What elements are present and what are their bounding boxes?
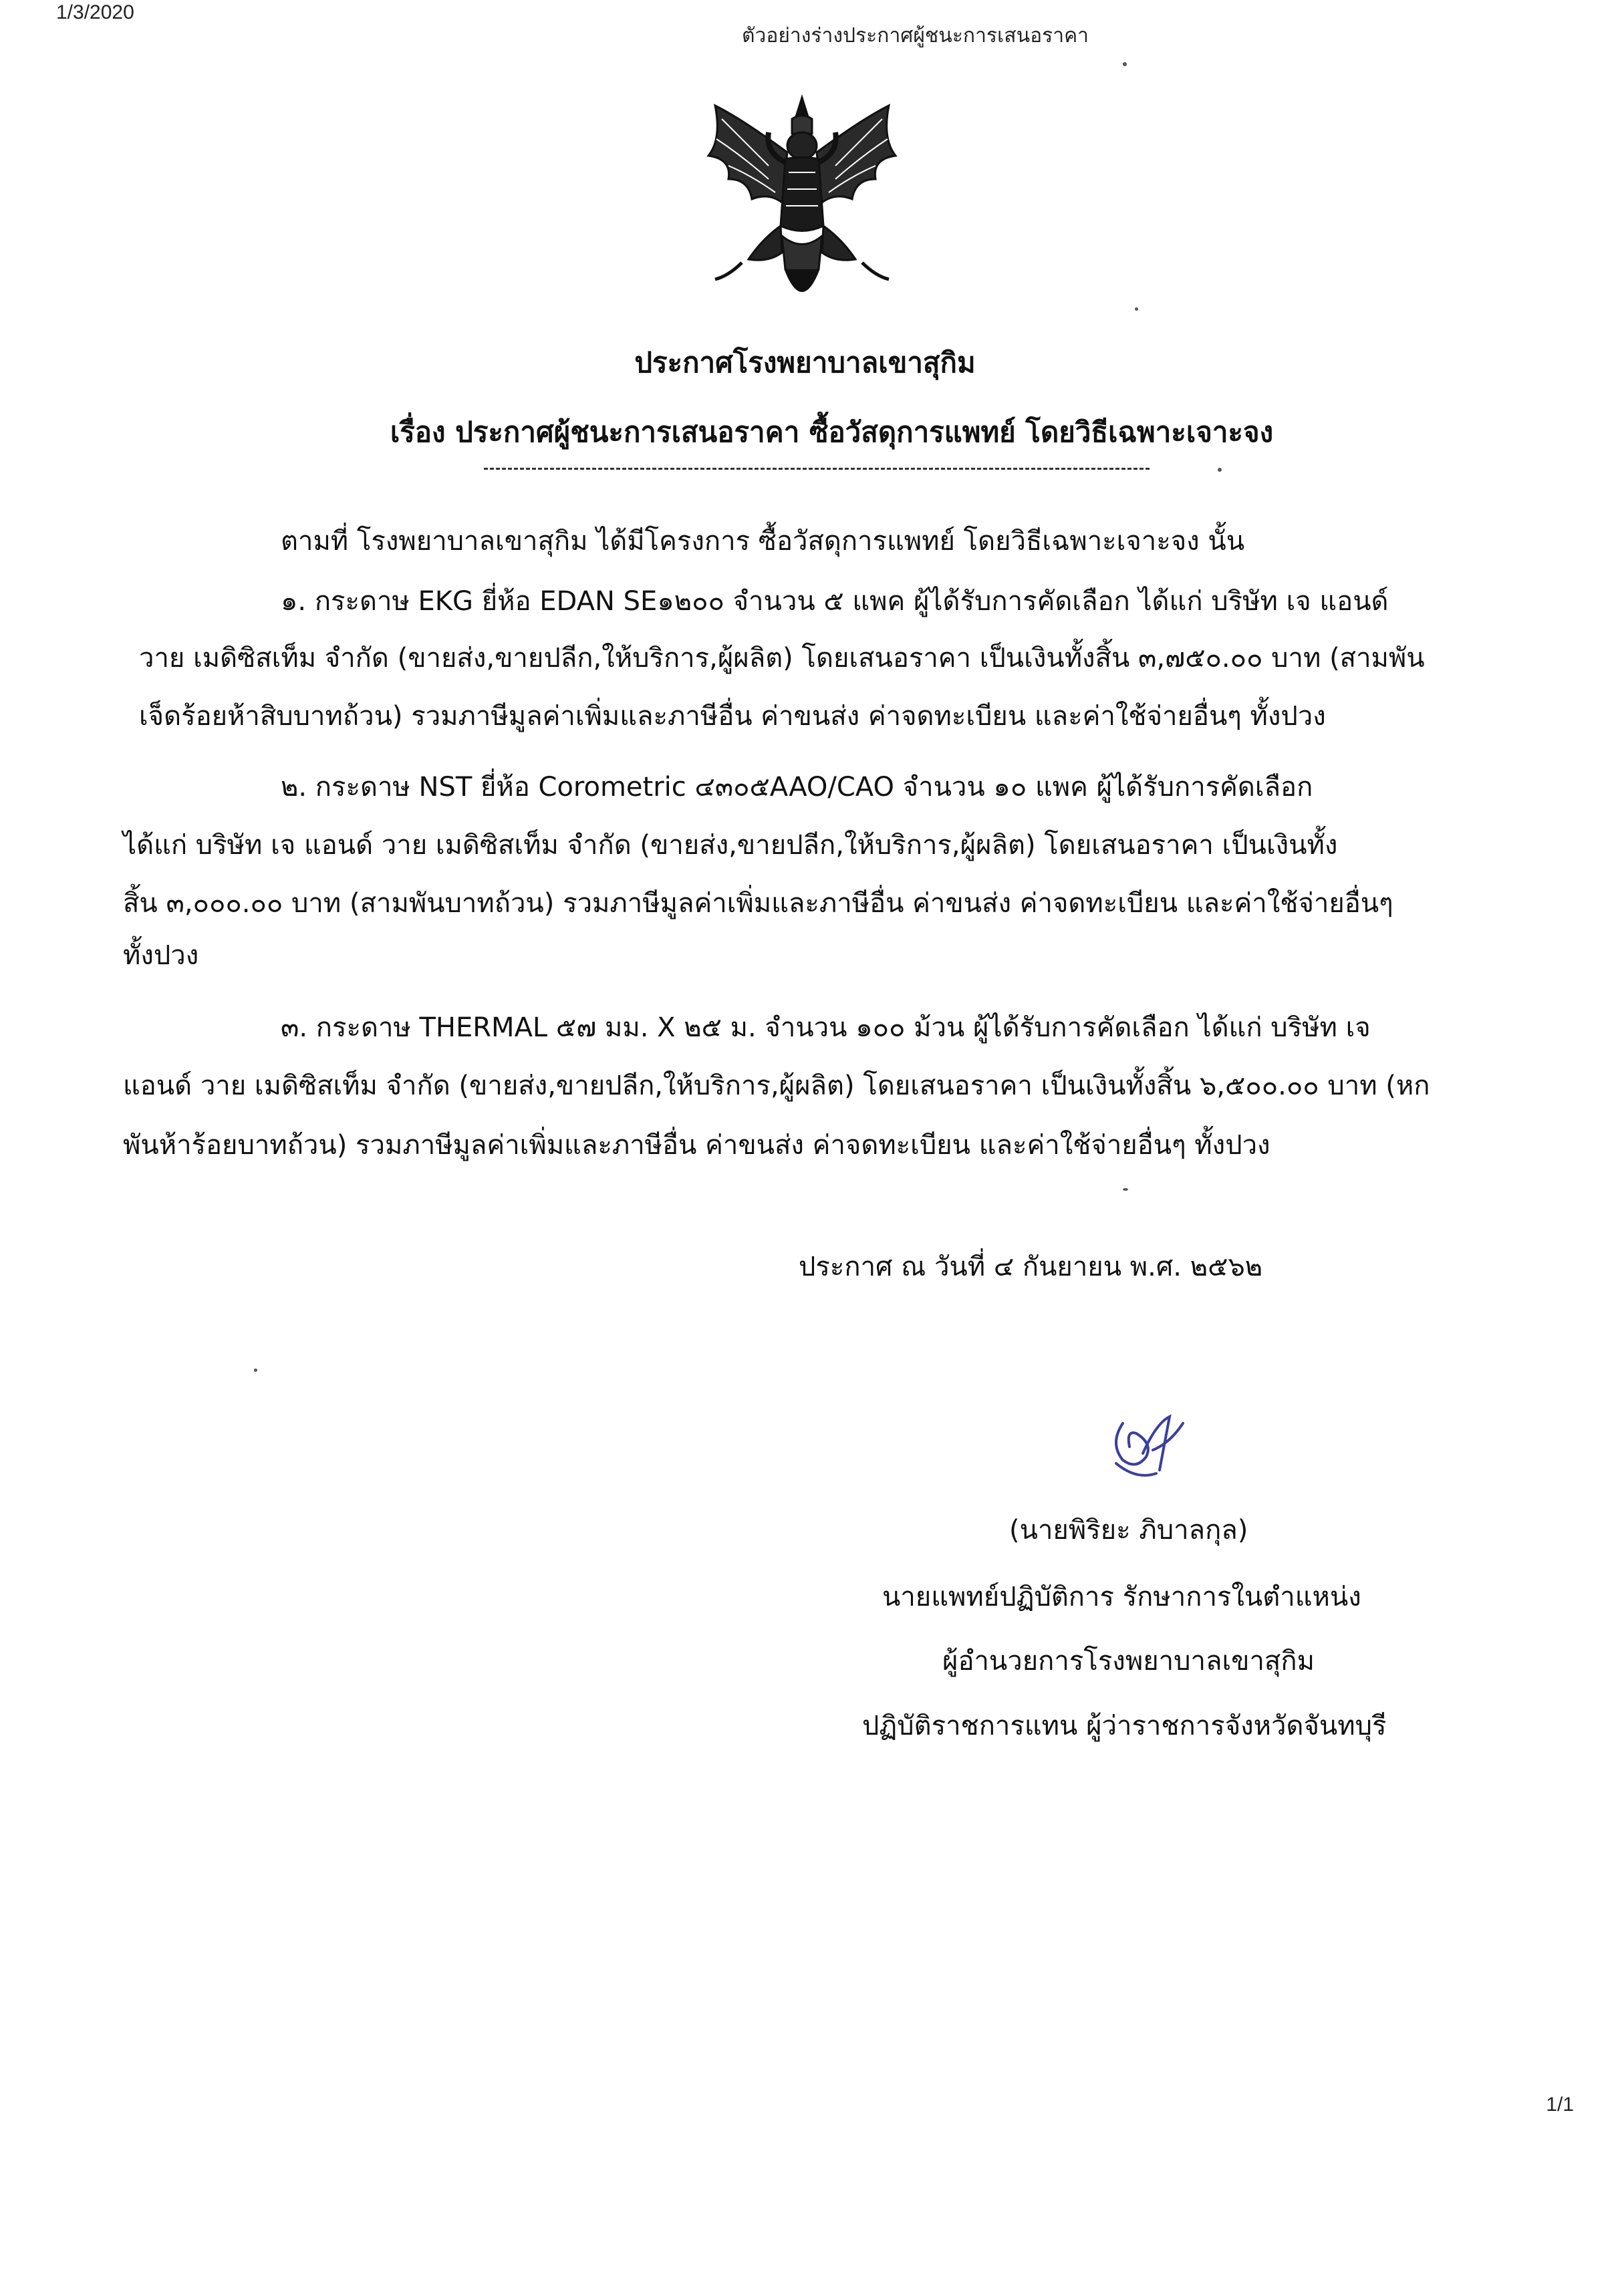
item2-line3: สิ้น ๓,๐๐๐.๐๐ บาท (สามพันบาทถ้วน) รวมภาษีมูลค่าเพิ่มและภาษีอื่น ค่าขนส่ง ค่าจดทะเบียน และค่าใช้จ่ายอื่นๆ <box>123 888 1393 919</box>
signatory-position-2: ผู้อำนวยการโรงพยาบาลเขาสุกิม <box>942 1646 1315 1677</box>
item3-line1: ๓. กระดาษ THERMAL ๕๗ มม. X ๒๕ ม. จำนวน ๑๐๐ ม้วน ผู้ได้รับการคัดเลือก ได้แก่ บริษัท เจ <box>281 1012 1371 1043</box>
item3-line3: พันห้าร้อยบาทถ้วน) รวมภาษีมูลค่าเพิ่มและภาษีอื่น ค่าขนส่ง ค่าจดทะเบียน และค่าใช้จ่ายอื่นๆ ทั้งปวง <box>123 1130 1270 1161</box>
item1-line1: ๑. กระดาษ EKG ยี่ห้อ EDAN SE๑๒๐๐ จำนวน ๕ แพค ผู้ได้รับการคัดเลือก ได้แก่ บริษัท เจ แอนด์ <box>281 586 1389 617</box>
item2-line2: ได้แก่ บริษัท เจ แอนด์ วาย เมดิซิสเท็ม จำกัด (ขายส่ง,ขายปลีก,ให้บริการ,ผู้ผลิต) โดยเสนอราคา เป็นเงินทั้ง <box>123 830 1338 861</box>
garuda-emblem <box>702 92 902 313</box>
scan-speck <box>1123 62 1127 66</box>
page-number: 1/1 <box>1546 2094 1574 2116</box>
scan-speck <box>1135 307 1138 311</box>
scan-speck <box>1123 1188 1128 1191</box>
item1-line2: วาย เมดิซิสเท็ม จำกัด (ขายส่ง,ขายปลีก,ให้บริการ,ผู้ผลิต) โดยเสนอราคา เป็นเงินทั้งสิ้น ๓,๗๕๐.๐๐ บาท (สามพัน <box>139 643 1425 674</box>
signatory-position-3: ปฏิบัติราชการแทน ผู้ว่าราชการจังหวัดจันทบุรี <box>862 1711 1387 1741</box>
heading-separator <box>484 468 1150 470</box>
item2-line4: ทั้งปวง <box>123 940 199 971</box>
item2-line1: ๒. กระดาษ NST ยี่ห้อ Corometric ๔๓๐๕AAO/CAO จำนวน ๑๐ แพค ผู้ได้รับการคัดเลือก <box>281 772 1313 803</box>
print-date: 1/3/2020 <box>56 1 134 23</box>
announcement-subject: เรื่อง ประกาศผู้ชนะการเสนอราคา ซื้อวัสดุการแพทย์ โดยวิธีเฉพาะเจาะจง <box>390 416 1274 448</box>
print-header-title: ตัวอย่างร่างประกาศผู้ชนะการเสนอราคา <box>742 24 1089 47</box>
intro-paragraph: ตามที่ โรงพยาบาลเขาสุกิม ได้มีโครงการ ซื้อวัสดุการแพทย์ โดยวิธีเฉพาะเจาะจง นั้น <box>281 526 1245 557</box>
scan-speck <box>254 1369 257 1372</box>
announcement-title: ประกาศโรงพยาบาลเขาสุกิม <box>634 346 976 379</box>
handwritten-signature <box>1096 1397 1203 1490</box>
item1-line3: เจ็ดร้อยห้าสิบบาทถ้วน) รวมภาษีมูลค่าเพิ่มและภาษีอื่น ค่าขนส่ง ค่าจดทะเบียน และค่าใช้จ่ายอื่นๆ ทั้งปวง <box>139 701 1326 732</box>
signatory-position-1: นายแพทย์ปฏิบัติการ รักษาการในตำแหน่ง <box>882 1582 1361 1612</box>
scan-speck <box>1218 468 1222 472</box>
item3-line2: แอนด์ วาย เมดิซิสเท็ม จำกัด (ขายส่ง,ขายปลีก,ให้บริการ,ผู้ผลิต) โดยเสนอราคา เป็นเงินทั้งสิ้น ๖,๕๐๐.๐๐ บาท (หก <box>123 1070 1430 1101</box>
announce-date: ประกาศ ณ วันที่ ๔ กันยายน พ.ศ. ๒๕๖๒ <box>799 1252 1263 1282</box>
signatory-name: (นายพิริยะ ภิบาลกุล) <box>1009 1515 1248 1546</box>
